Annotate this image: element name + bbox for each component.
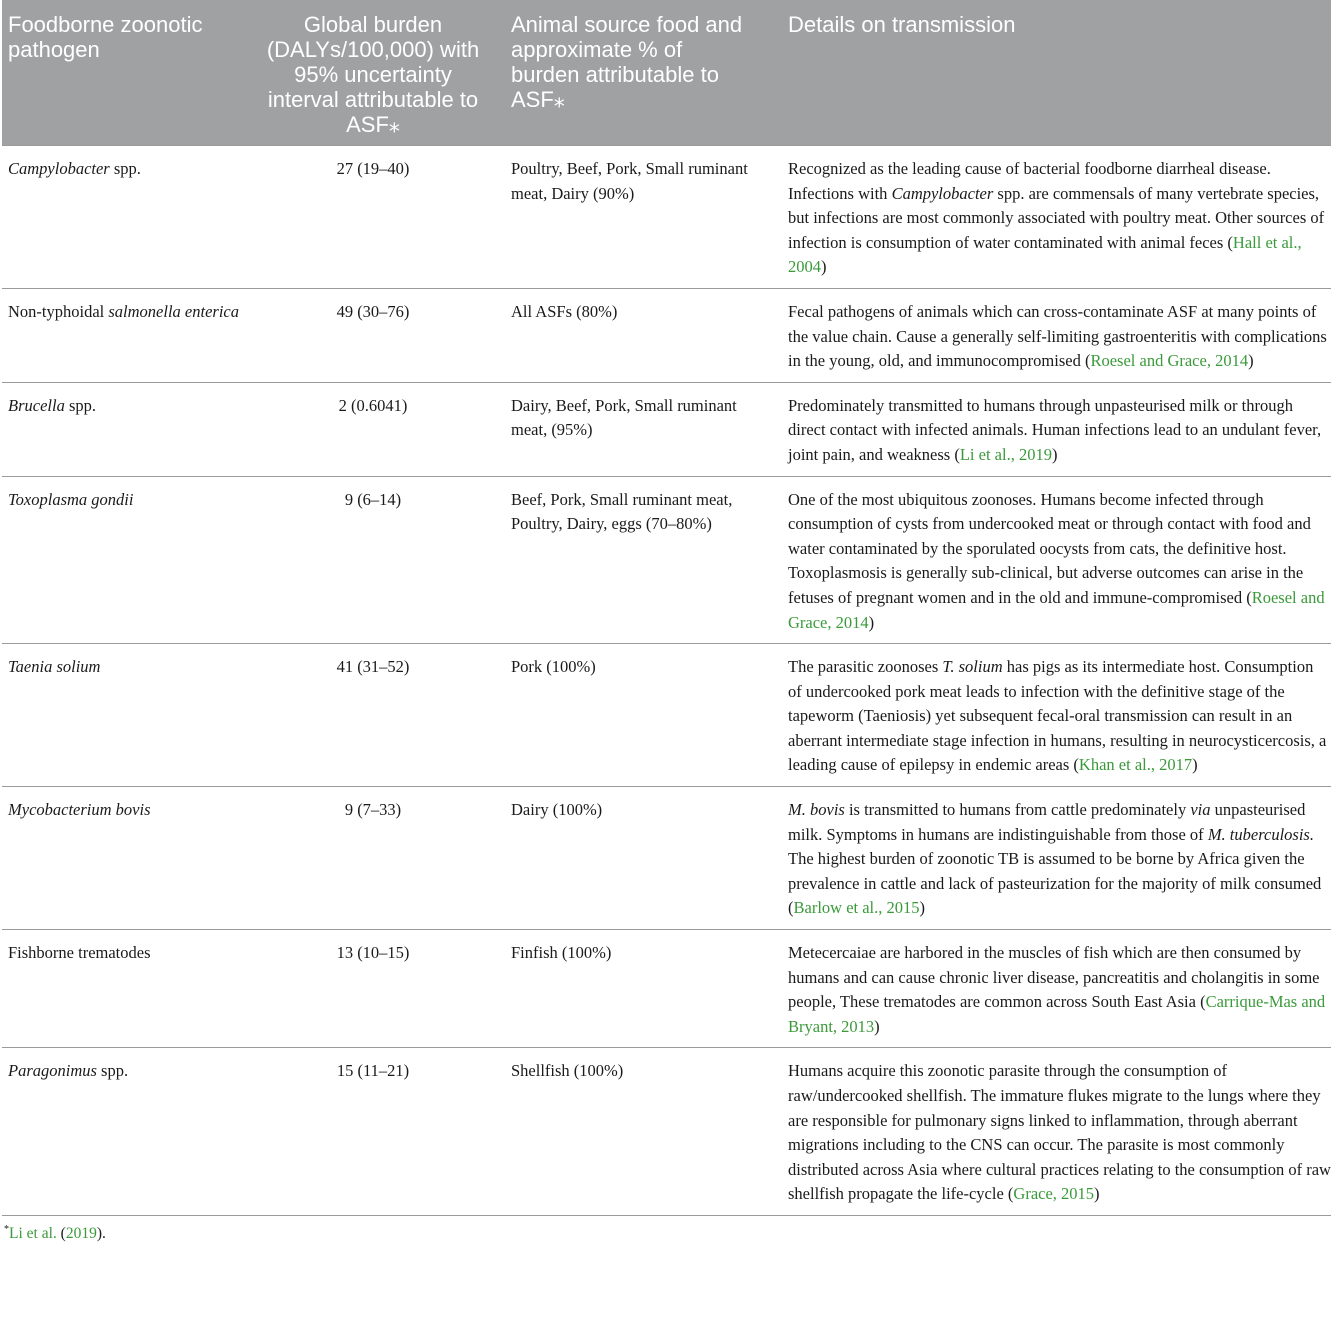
table-row (2, 146, 1331, 289)
citation-link[interactable]: Roesel and Grace, 2014 (1090, 351, 1249, 371)
cell-source: Dairy (100%) (495, 787, 762, 930)
cell-burden: 15 (11–21) (251, 1048, 495, 1216)
text-segment: Taenia solium (8, 657, 101, 677)
text-segment: ) (1094, 1184, 1100, 1204)
cell-source: Poultry, Beef, Pork, Small ruminant meat, Dairy (90%) (495, 146, 762, 289)
text-segment: One of the most ubiquitous zoonoses. Humans become infected through consumption of cysts from undercooked meat or through contact with food and water contaminated by the sporulated oocysts from cats, the definitive host. Toxoplasmosis is generally sub-clinical, but adverse outcomes can arise in the fetuses of pregnant women and in the old and immune-compromised ( (788, 489, 1311, 607)
cell-pathogen (2, 644, 251, 787)
cell-burden: 2 (0.6041) (251, 382, 495, 476)
table-row (2, 787, 1331, 930)
text-segment: Predominately transmitted to humans through unpasteurised milk or through direct contact with infected animals. Human infections lead to an undulant fever, joint pain, and weakness ( (788, 395, 1322, 464)
text-segment: Metecercaiae are harbored in the muscles of fish which are then consumed by humans and can cause chronic liver disease, pancreatitis and cholangitis in some people, These trematodes are common across South East Asia ( (788, 943, 1320, 1012)
footnote-mark: * (4, 1223, 9, 1235)
text-segment: Non-typhoidal (8, 301, 109, 321)
cell-details (762, 787, 1331, 930)
text-segment: Toxoplasma gondii (8, 489, 134, 509)
text-segment: T. solium (942, 657, 1003, 677)
footnote-open: ( (56, 1225, 66, 1243)
text-segment: Paragonimus (8, 1061, 97, 1081)
citation-link[interactable]: Khan et al., 2017 (1078, 755, 1193, 775)
text-segment: ) (874, 1016, 880, 1036)
cell-burden: 13 (10–15) (251, 930, 495, 1048)
text-segment: Fishborne trematodes (8, 943, 151, 963)
text-segment: unpasteurised milk. Symptoms in humans are indistinguishable from those of (788, 800, 1306, 844)
cell-details (762, 288, 1331, 382)
cell-details (762, 1048, 1331, 1216)
table-header-row (2, 0, 1331, 146)
table-body (2, 146, 1331, 1216)
header-burden: Global burden (DALYs/100,000) with 95% uncertainty interval attributable to ASF⁎ (251, 0, 495, 146)
citation-link[interactable]: Carrique-Mas and Bryant, 2013 (788, 992, 1326, 1036)
table-row (2, 476, 1331, 644)
cell-details (762, 146, 1331, 289)
text-segment: ) (1248, 351, 1254, 371)
footnote-close: ). (96, 1225, 106, 1243)
citation-link[interactable]: Li et al., 2019 (959, 444, 1052, 464)
table-row (2, 644, 1331, 787)
table-row (2, 288, 1331, 382)
cell-pathogen (2, 787, 251, 930)
text-segment: via (1190, 800, 1211, 820)
cell-source: Beef, Pork, Small ruminant meat, Poultry, Dairy, eggs (70–80%) (495, 476, 762, 644)
cell-pathogen (2, 476, 251, 644)
cell-details (762, 644, 1331, 787)
text-segment: Mycobacterium bovis (8, 800, 151, 820)
footnote-year-link[interactable]: 2019 (65, 1225, 97, 1243)
cell-pathogen (2, 288, 251, 382)
text-segment: ) (1192, 755, 1198, 775)
table-row (2, 382, 1331, 476)
text-segment: has pigs as its intermediate host. Consumption of undercooked pork meat leads to infection with the definitive stage of the tapeworm (Taeniosis) yet subsequent fecal-oral transmission can result in an aberrant intermediate stage infection in humans, resulting in neurocysticercosis, a leading cause of epilepsy in endemic areas ( (788, 657, 1327, 775)
cell-burden: 9 (7–33) (251, 787, 495, 930)
text-segment: is transmitted to humans from cattle predominately (844, 800, 1191, 820)
cell-burden: 49 (30–76) (251, 288, 495, 382)
text-segment: Fecal pathogens of animals which can cross-contaminate ASF at many points of the value chain. Cause a generally self-limiting gastroenteritis with complications in the young, old, and immunocompromised ( (788, 301, 1327, 371)
text-segment: spp. are commensals of many vertebrate species, but infections are most commonly associated with poultry meat. Other sources of infection is consumption of water contaminated with animal feces ( (788, 183, 1325, 252)
text-segment: ) (919, 898, 926, 918)
cell-source: All ASFs (80%) (495, 288, 762, 382)
text-segment: salmonella enterica (108, 301, 239, 321)
text-segment: Recognized as the leading cause of bacterial foodborne diarrheal disease. Infections with (788, 159, 1271, 203)
cell-details (762, 382, 1331, 476)
table-row (2, 930, 1331, 1048)
cell-pathogen (2, 930, 251, 1048)
cell-details (762, 930, 1331, 1048)
footnote-author-link[interactable]: Li et al. (9, 1225, 57, 1243)
header-pathogen: Foodborne zoonotic pathogen (2, 0, 251, 146)
text-segment: M. bovis (788, 800, 845, 820)
citation-link[interactable]: Roesel and Grace, 2014 (788, 587, 1325, 632)
cell-source: Finfish (100%) (495, 930, 762, 1048)
table-row (2, 1048, 1331, 1216)
cell-burden: 9 (6–14) (251, 476, 495, 644)
text-segment: The highest burden of zoonotic TB is assumed to be borne by Africa given the prevalence in cattle and lack of pasteurization for the majority of milk consumed ( (788, 849, 1322, 918)
header-details: Details on transmission (762, 0, 1331, 146)
table-footnote (4, 1224, 1333, 1243)
text-segment: Humans acquire this zoonotic parasite through the consumption of raw/undercooked shellfish. The immature flukes migrate to the lungs where they are responsible for pulmonary signs linked to inflammation, through aberrant migrations including to the CNS can occur. The parasite is most commonly distributed across Asia where cultural practices relating to the consumption of raw shellfish propagate the life-cycle ( (788, 1061, 1331, 1204)
text-segment: M. tuberculosis. (1207, 824, 1314, 844)
text-segment: ) (1051, 444, 1058, 464)
text-segment: spp. (96, 1061, 129, 1081)
text-segment: spp. (109, 159, 141, 178)
cell-details (762, 476, 1331, 644)
cell-source: Shellfish (100%) (495, 1048, 762, 1216)
citation-link[interactable]: Grace, 2015 (1013, 1184, 1095, 1204)
citation-link[interactable]: Barlow et al., 2015 (793, 898, 920, 918)
text-segment: Campylobacter (891, 183, 994, 203)
cell-pathogen (2, 382, 251, 476)
cell-pathogen (2, 146, 251, 289)
cell-source: Pork (100%) (495, 644, 762, 787)
text-segment: The parasitic zoonoses (788, 657, 943, 677)
cell-burden: 27 (19–40) (251, 146, 495, 289)
text-segment: Brucella (8, 395, 65, 415)
text-segment: spp. (64, 395, 96, 415)
citation-link[interactable]: Hall et al., 2004 (788, 232, 1302, 277)
text-segment: ) (868, 612, 875, 632)
text-segment: ) (821, 257, 827, 277)
header-source: Animal source food and approximate % of burden attributable to ASF⁎ (495, 0, 762, 146)
cell-pathogen (2, 1048, 251, 1216)
cell-source: Dairy, Beef, Pork, Small ruminant meat, (95%) (495, 382, 762, 476)
zoonotic-pathogen-table (2, 0, 1331, 1216)
cell-burden: 41 (31–52) (251, 644, 495, 787)
text-segment: Campylobacter (8, 159, 110, 178)
